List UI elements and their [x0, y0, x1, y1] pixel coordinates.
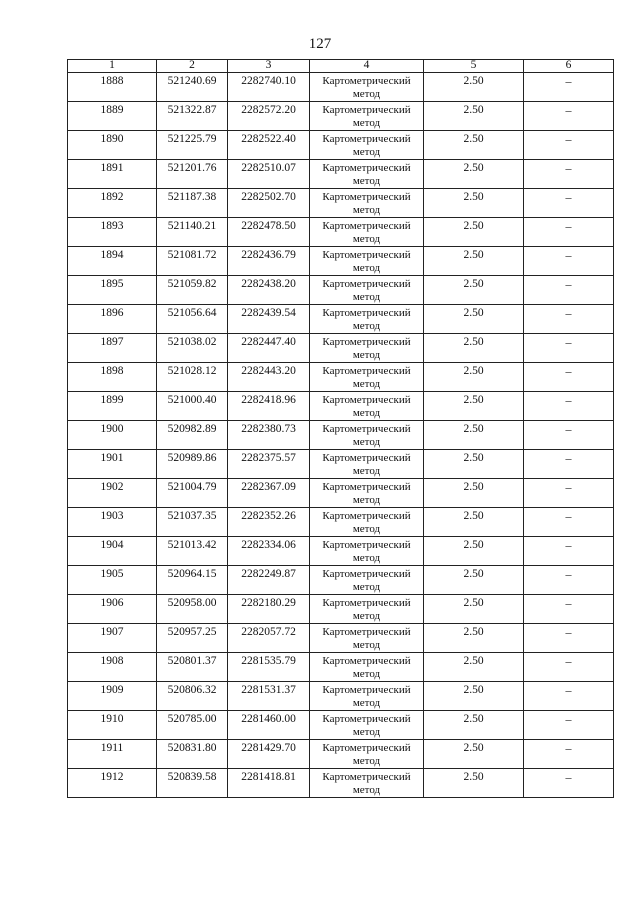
accuracy-cell: 2.50	[424, 218, 524, 247]
accuracy-cell: 2.50	[424, 450, 524, 479]
table-row	[68, 653, 614, 682]
point-number-cell: 1897	[68, 334, 157, 363]
table-row	[68, 392, 614, 421]
method-cell: Картометрический метод	[310, 653, 424, 682]
table-row	[68, 711, 614, 740]
point-number-cell: 1904	[68, 537, 157, 566]
table-row	[68, 479, 614, 508]
accuracy-cell: 2.50	[424, 769, 524, 798]
accuracy-cell: 2.50	[424, 682, 524, 711]
description-cell: –	[524, 276, 614, 305]
accuracy-cell: 2.50	[424, 131, 524, 160]
y-coordinate-cell: 2281531.37	[228, 682, 310, 711]
page-number: 127	[308, 36, 332, 52]
accuracy-cell: 2.50	[424, 566, 524, 595]
table-row	[68, 682, 614, 711]
point-number-cell: 1912	[68, 769, 157, 798]
description-cell: –	[524, 450, 614, 479]
method-cell: Картометрический метод	[310, 566, 424, 595]
point-number-cell: 1892	[68, 189, 157, 218]
x-coordinate-cell: 521056.64	[157, 305, 228, 334]
x-coordinate-cell: 521038.02	[157, 334, 228, 363]
method-cell: Картометрический метод	[310, 537, 424, 566]
x-coordinate-cell: 520957.25	[157, 624, 228, 653]
table-row	[68, 102, 614, 131]
table-row	[68, 160, 614, 189]
accuracy-cell: 2.50	[424, 305, 524, 334]
point-number-cell: 1888	[68, 73, 157, 102]
x-coordinate-cell: 521225.79	[157, 131, 228, 160]
method-cell: Картометрический метод	[310, 334, 424, 363]
accuracy-cell: 2.50	[424, 102, 524, 131]
accuracy-cell: 2.50	[424, 247, 524, 276]
point-number-cell: 1907	[68, 624, 157, 653]
accuracy-cell: 2.50	[424, 73, 524, 102]
x-coordinate-cell: 520801.37	[157, 653, 228, 682]
description-cell: –	[524, 334, 614, 363]
y-coordinate-cell: 2281460.00	[228, 711, 310, 740]
method-cell: Картометрический метод	[310, 363, 424, 392]
description-cell: –	[524, 508, 614, 537]
accuracy-cell: 2.50	[424, 508, 524, 537]
point-number-cell: 1890	[68, 131, 157, 160]
table-row	[68, 276, 614, 305]
accuracy-cell: 2.50	[424, 595, 524, 624]
method-cell: Картометрический метод	[310, 218, 424, 247]
y-coordinate-cell: 2282180.29	[228, 595, 310, 624]
header-row	[68, 60, 614, 73]
accuracy-cell: 2.50	[424, 479, 524, 508]
point-number-cell: 1894	[68, 247, 157, 276]
column-header: 2	[157, 60, 228, 73]
accuracy-cell: 2.50	[424, 537, 524, 566]
method-cell: Картометрический метод	[310, 189, 424, 218]
point-number-cell: 1899	[68, 392, 157, 421]
description-cell: –	[524, 682, 614, 711]
y-coordinate-cell: 2282443.20	[228, 363, 310, 392]
x-coordinate-cell: 521037.35	[157, 508, 228, 537]
method-cell: Картометрический метод	[310, 247, 424, 276]
method-cell: Картометрический метод	[310, 421, 424, 450]
accuracy-cell: 2.50	[424, 653, 524, 682]
description-cell: –	[524, 131, 614, 160]
x-coordinate-cell: 520964.15	[157, 566, 228, 595]
description-cell: –	[524, 711, 614, 740]
point-number-cell: 1893	[68, 218, 157, 247]
description-cell: –	[524, 392, 614, 421]
x-coordinate-cell: 520831.80	[157, 740, 228, 769]
x-coordinate-cell: 521028.12	[157, 363, 228, 392]
method-cell: Картометрический метод	[310, 711, 424, 740]
x-coordinate-cell: 521059.82	[157, 276, 228, 305]
x-coordinate-cell: 520839.58	[157, 769, 228, 798]
description-cell: –	[524, 537, 614, 566]
table-row	[68, 334, 614, 363]
method-cell: Картометрический метод	[310, 305, 424, 334]
y-coordinate-cell: 2282478.50	[228, 218, 310, 247]
method-cell: Картометрический метод	[310, 102, 424, 131]
x-coordinate-cell: 520958.00	[157, 595, 228, 624]
column-header: 1	[68, 60, 157, 73]
y-coordinate-cell: 2282352.26	[228, 508, 310, 537]
column-header: 6	[524, 60, 614, 73]
point-number-cell: 1911	[68, 740, 157, 769]
method-cell: Картометрический метод	[310, 479, 424, 508]
x-coordinate-cell: 521322.87	[157, 102, 228, 131]
table-row	[68, 421, 614, 450]
method-cell: Картометрический метод	[310, 73, 424, 102]
method-cell: Картометрический метод	[310, 392, 424, 421]
accuracy-cell: 2.50	[424, 711, 524, 740]
x-coordinate-cell: 521201.76	[157, 160, 228, 189]
table-row	[68, 740, 614, 769]
description-cell: –	[524, 363, 614, 392]
point-number-cell: 1895	[68, 276, 157, 305]
method-cell: Картометрический метод	[310, 276, 424, 305]
point-number-cell: 1910	[68, 711, 157, 740]
point-number-cell: 1903	[68, 508, 157, 537]
y-coordinate-cell: 2282057.72	[228, 624, 310, 653]
accuracy-cell: 2.50	[424, 740, 524, 769]
accuracy-cell: 2.50	[424, 624, 524, 653]
accuracy-cell: 2.50	[424, 276, 524, 305]
x-coordinate-cell: 521187.38	[157, 189, 228, 218]
description-cell: –	[524, 189, 614, 218]
y-coordinate-cell: 2282572.20	[228, 102, 310, 131]
point-number-cell: 1896	[68, 305, 157, 334]
description-cell: –	[524, 305, 614, 334]
accuracy-cell: 2.50	[424, 421, 524, 450]
x-coordinate-cell: 521240.69	[157, 73, 228, 102]
y-coordinate-cell: 2282522.40	[228, 131, 310, 160]
table-row	[68, 769, 614, 798]
description-cell: –	[524, 73, 614, 102]
table-row	[68, 624, 614, 653]
description-cell: –	[524, 595, 614, 624]
accuracy-cell: 2.50	[424, 392, 524, 421]
point-number-cell: 1906	[68, 595, 157, 624]
description-cell: –	[524, 653, 614, 682]
x-coordinate-cell: 520785.00	[157, 711, 228, 740]
point-number-cell: 1902	[68, 479, 157, 508]
method-cell: Картометрический метод	[310, 450, 424, 479]
description-cell: –	[524, 740, 614, 769]
x-coordinate-cell: 521140.21	[157, 218, 228, 247]
coordinates-table	[67, 59, 614, 798]
x-coordinate-cell: 521004.79	[157, 479, 228, 508]
y-coordinate-cell: 2282439.54	[228, 305, 310, 334]
y-coordinate-cell: 2282438.20	[228, 276, 310, 305]
y-coordinate-cell: 2282367.09	[228, 479, 310, 508]
y-coordinate-cell: 2282740.10	[228, 73, 310, 102]
table-row	[68, 363, 614, 392]
x-coordinate-cell: 520806.32	[157, 682, 228, 711]
table-row	[68, 247, 614, 276]
column-header: 5	[424, 60, 524, 73]
y-coordinate-cell: 2282436.79	[228, 247, 310, 276]
accuracy-cell: 2.50	[424, 334, 524, 363]
x-coordinate-cell: 521081.72	[157, 247, 228, 276]
description-cell: –	[524, 566, 614, 595]
description-cell: –	[524, 769, 614, 798]
table-row	[68, 218, 614, 247]
point-number-cell: 1908	[68, 653, 157, 682]
table-row	[68, 73, 614, 102]
method-cell: Картометрический метод	[310, 740, 424, 769]
accuracy-cell: 2.50	[424, 363, 524, 392]
method-cell: Картометрический метод	[310, 624, 424, 653]
table-row	[68, 305, 614, 334]
table-row	[68, 566, 614, 595]
table-row	[68, 131, 614, 160]
y-coordinate-cell: 2282447.40	[228, 334, 310, 363]
y-coordinate-cell: 2282334.06	[228, 537, 310, 566]
y-coordinate-cell: 2281418.81	[228, 769, 310, 798]
description-cell: –	[524, 479, 614, 508]
description-cell: –	[524, 247, 614, 276]
point-number-cell: 1901	[68, 450, 157, 479]
y-coordinate-cell: 2282375.57	[228, 450, 310, 479]
x-coordinate-cell: 520982.89	[157, 421, 228, 450]
description-cell: –	[524, 160, 614, 189]
table-row	[68, 508, 614, 537]
table-row	[68, 450, 614, 479]
y-coordinate-cell: 2281429.70	[228, 740, 310, 769]
description-cell: –	[524, 421, 614, 450]
x-coordinate-cell: 521000.40	[157, 392, 228, 421]
table-header	[68, 60, 614, 73]
method-cell: Картометрический метод	[310, 769, 424, 798]
y-coordinate-cell: 2282418.96	[228, 392, 310, 421]
description-cell: –	[524, 218, 614, 247]
y-coordinate-cell: 2282380.73	[228, 421, 310, 450]
method-cell: Картометрический метод	[310, 160, 424, 189]
description-cell: –	[524, 624, 614, 653]
method-cell: Картометрический метод	[310, 682, 424, 711]
table-row	[68, 537, 614, 566]
table-row	[68, 595, 614, 624]
x-coordinate-cell: 520989.86	[157, 450, 228, 479]
y-coordinate-cell: 2282510.07	[228, 160, 310, 189]
method-cell: Картометрический метод	[310, 131, 424, 160]
point-number-cell: 1900	[68, 421, 157, 450]
point-number-cell: 1891	[68, 160, 157, 189]
accuracy-cell: 2.50	[424, 189, 524, 218]
column-header: 4	[310, 60, 424, 73]
method-cell: Картометрический метод	[310, 595, 424, 624]
y-coordinate-cell: 2281535.79	[228, 653, 310, 682]
y-coordinate-cell: 2282502.70	[228, 189, 310, 218]
point-number-cell: 1889	[68, 102, 157, 131]
column-header: 3	[228, 60, 310, 73]
table-body	[68, 73, 614, 798]
point-number-cell: 1909	[68, 682, 157, 711]
point-number-cell: 1898	[68, 363, 157, 392]
table-row	[68, 189, 614, 218]
method-cell: Картометрический метод	[310, 508, 424, 537]
y-coordinate-cell: 2282249.87	[228, 566, 310, 595]
accuracy-cell: 2.50	[424, 160, 524, 189]
x-coordinate-cell: 521013.42	[157, 537, 228, 566]
point-number-cell: 1905	[68, 566, 157, 595]
description-cell: –	[524, 102, 614, 131]
